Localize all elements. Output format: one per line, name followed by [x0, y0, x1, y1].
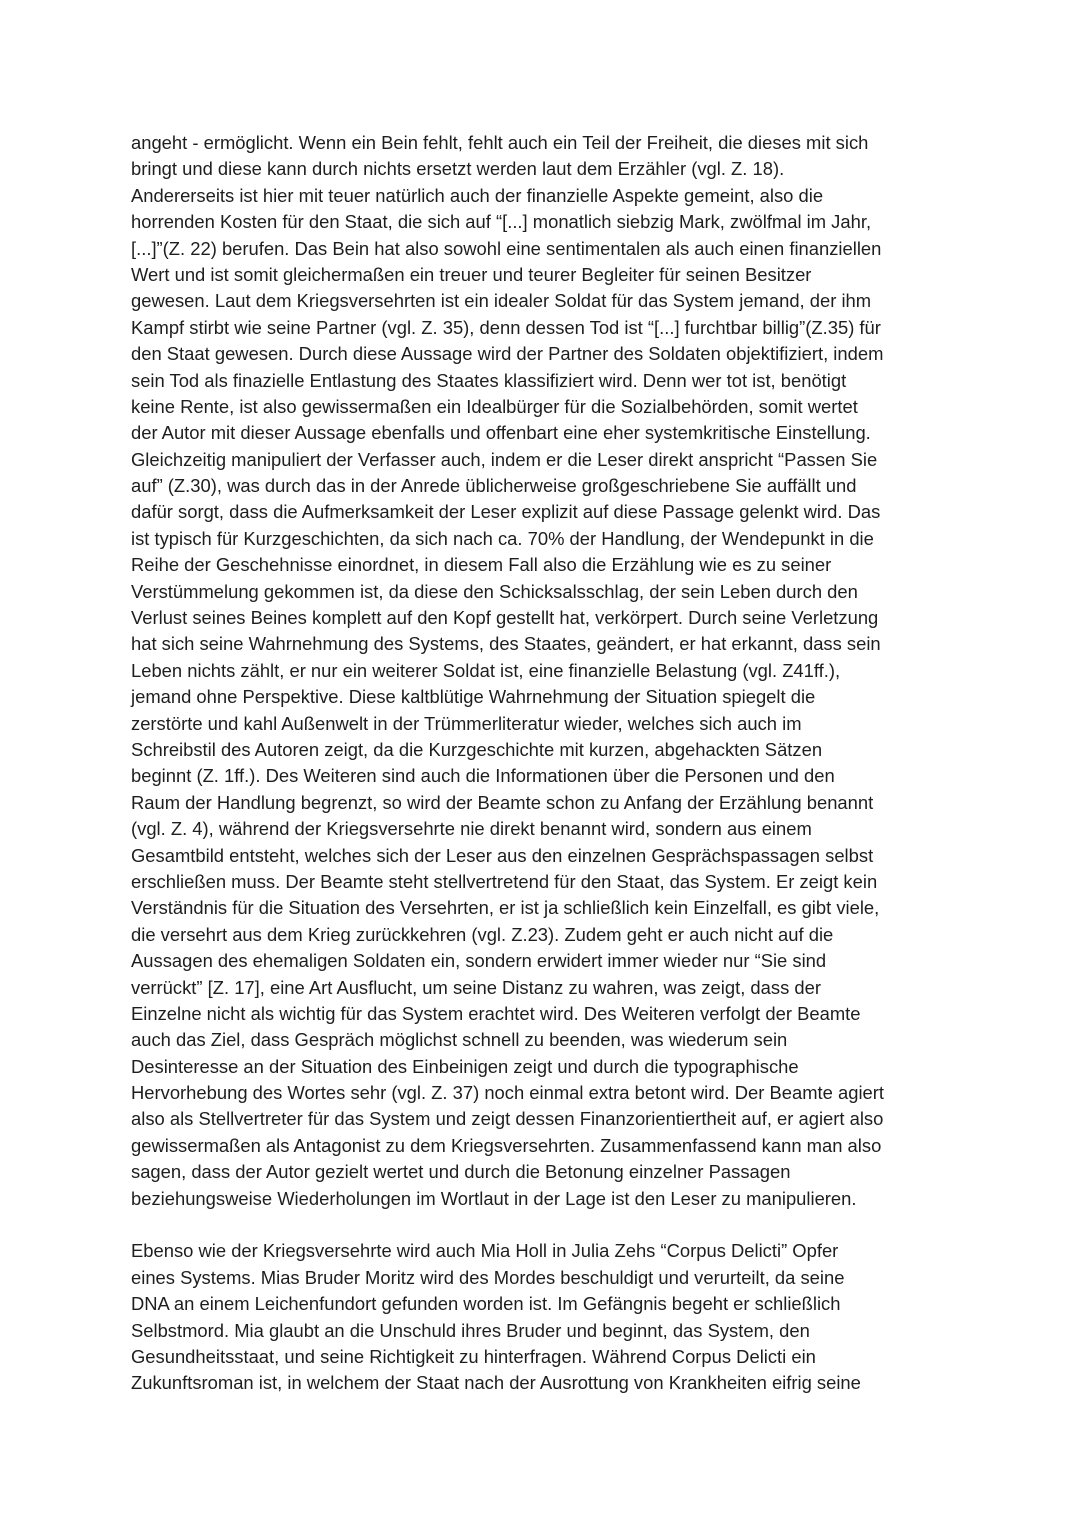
text-line: angeht - ermöglicht. Wenn ein Bein fehlt, fehlt auch ein Teil der Freiheit, die dieses mit sich — [131, 132, 869, 153]
text-line: sagen, dass der Autor gezielt wertet und durch die Betonung einzelner Passagen — [131, 1161, 791, 1183]
text-line: gewesen. Laut dem Kriegsversehrten ist ein idealer Soldat für das System jemand, der ihm — [131, 290, 872, 312]
text-line: gewissermaßen als Antagonist zu dem Kriegsversehrten. Zusammenfassend kann man also — [131, 1134, 882, 1156]
text-line: dafür sorgt, dass die Aufmerksamkeit der Leser explizit auf diese Passage gelenkt wird. Das — [131, 501, 881, 523]
text-line: Verstümmelung gekommen ist, da diese den Schicksalsschlag, der sein Leben durch den — [131, 580, 858, 602]
text-line: keine Rente, ist also gewissermaßen ein Idealbürger für die Sozialbehörden, somit wertet — [131, 395, 858, 417]
text-line: jemand ohne Perspektive. Diese kaltblütige Wahrnehmung der Situation spiegelt die — [131, 686, 816, 708]
text-line: zerstörte und kahl Außenwelt in der Trümmerliteratur wieder, welches sich auch im — [131, 712, 802, 734]
text-line: beginnt (Z. 1ff.). Des Weiteren sind auch die Informationen über die Personen und den — [131, 765, 835, 787]
text-line: Selbstmord. Mia glaubt an die Unschuld ihres Bruder und beginnt, das System, den — [131, 1319, 810, 1341]
text-line: Gesundheitsstaat, und seine Richtigkeit zu hinterfragen. Während Corpus Delicti ein — [131, 1345, 816, 1367]
text-line: bringt und diese kann durch nichts ersetzt werden laut dem Erzähler (vgl. Z. 18). — [131, 158, 785, 180]
text-line: Kampf stirbt wie seine Partner (vgl. Z. 35), denn dessen Tod ist “[...] furchtbar billig”(Z.35) für — [131, 316, 881, 338]
paragraph-gap — [131, 1212, 961, 1238]
text-line: Andererseits ist hier mit teuer natürlich auch der finanzielle Aspekte gemeint, also die — [131, 184, 824, 206]
text-line: Reihe der Geschehnisse einordnet, in diesem Fall also die Erzählung wie es zu seiner — [131, 554, 832, 576]
text-line: die versehrt aus dem Krieg zurückkehren (vgl. Z.23). Zudem geht er auch nicht auf die — [131, 923, 834, 945]
text-line: Gleichzeitig manipuliert der Verfasser auch, indem er die Leser direkt anspricht “Passen Sie — [131, 448, 878, 470]
text-line: Verständnis für die Situation des Versehrten, er ist ja schließlich kein Einzelfall, es gibt viele, — [131, 897, 880, 919]
text-line: Schreibstil des Autoren zeigt, da die Kurzgeschichte mit kurzen, abgehackten Sätzen — [131, 738, 823, 760]
text-line: Desinteresse an der Situation des Einbeinigen zeigt und durch die typographische — [131, 1055, 799, 1077]
text-line: [...]”(Z. 22) berufen. Das Bein hat also sowohl eine sentimentalen als auch einen finanziellen — [131, 237, 882, 259]
document-page — [131, 130, 961, 1397]
text-line: erschließen muss. Der Beamte steht stellvertretend für den Staat, das System. Er zeigt kein — [131, 870, 878, 892]
text-line: verrückt” [Z. 17], eine Art Ausflucht, um seine Distanz zu wahren, was zeigt, dass der — [131, 976, 821, 998]
text-line: Verlust seines Beines komplett auf den Kopf gestellt hat, verkörpert. Durch seine Verletzung — [131, 607, 879, 629]
text-line: auch das Ziel, dass Gespräch möglichst schnell zu beenden, was wiederum sein — [131, 1029, 788, 1051]
text-line: Gesamtbild entsteht, welches sich der Leser aus den einzelnen Gesprächspassagen selbst — [131, 844, 874, 866]
text-line: Aussagen des ehemaligen Soldaten ein, sondern erwidert immer wieder nur “Sie sind — [131, 950, 827, 972]
text-line: hat sich seine Wahrnehmung des Systems, des Staates, geändert, er hat erkannt, dass sein — [131, 633, 881, 655]
text-line: Hervorhebung des Wortes sehr (vgl. Z. 37) noch einmal extra betont wird. Der Beamte agiert — [131, 1082, 885, 1104]
text-line: horrenden Kosten für den Staat, die sich auf “[...] monatlich siebzig Mark, zwölfmal im Jahr, — [131, 211, 872, 233]
text-line: Zukunftsroman ist, in welchem der Staat nach der Ausrottung von Krankheiten eifrig seine — [131, 1372, 861, 1394]
text-line: Einzelne nicht als wichtig für das System erachtet wird. Des Weiteren verfolgt der Beamte — [131, 1002, 861, 1024]
paragraph-1 — [131, 130, 961, 1212]
text-line: eines Systems. Mias Bruder Moritz wird des Mordes beschuldigt und verurteilt, da seine — [131, 1266, 845, 1288]
text-line: DNA an einem Leichenfundort gefunden worden ist. Im Gefängnis begeht er schließlich — [131, 1293, 841, 1315]
text-line: ist typisch für Kurzgeschichten, da sich nach ca. 70% der Handlung, der Wendepunkt in die — [131, 527, 874, 549]
text-line: Ebenso wie der Kriegsversehrte wird auch Mia Holl in Julia Zehs “Corpus Delicti” Opfer — [131, 1240, 839, 1262]
text-line: beziehungsweise Wiederholungen im Wortlaut in der Lage ist den Leser zu manipulieren. — [131, 1187, 857, 1209]
text-line: auf” (Z.30), was durch das in der Anrede üblicherweise großgeschriebene Sie auffällt und — [131, 475, 857, 497]
text-line: Leben nichts zählt, er nur ein weiterer Soldat ist, eine finanzielle Belastung (vgl. Z41ff.), — [131, 659, 841, 681]
text-line: sein Tod als finazielle Entlastung des Staates klassifiziert wird. Denn wer tot ist, benötigt — [131, 369, 847, 391]
text-line: den Staat gewesen. Durch diese Aussage wird der Partner des Soldaten objektifiziert, indem — [131, 343, 884, 365]
text-line: der Autor mit dieser Aussage ebenfalls und offenbart eine eher systemkritische Einstellung. — [131, 422, 871, 444]
text-line: (vgl. Z. 4), während der Kriegsversehrte nie direkt benannt wird, sondern aus einem — [131, 818, 812, 840]
text-line: also als Stellvertreter für das System und zeigt dessen Finanzorientiertheit auf, er agiert also — [131, 1108, 884, 1130]
text-line: Wert und ist somit gleichermaßen ein treuer und teurer Begleiter für seinen Besitzer — [131, 263, 812, 285]
text-line: Raum der Handlung begrenzt, so wird der Beamte schon zu Anfang der Erzählung benannt — [131, 791, 874, 813]
paragraph-2 — [131, 1238, 961, 1396]
